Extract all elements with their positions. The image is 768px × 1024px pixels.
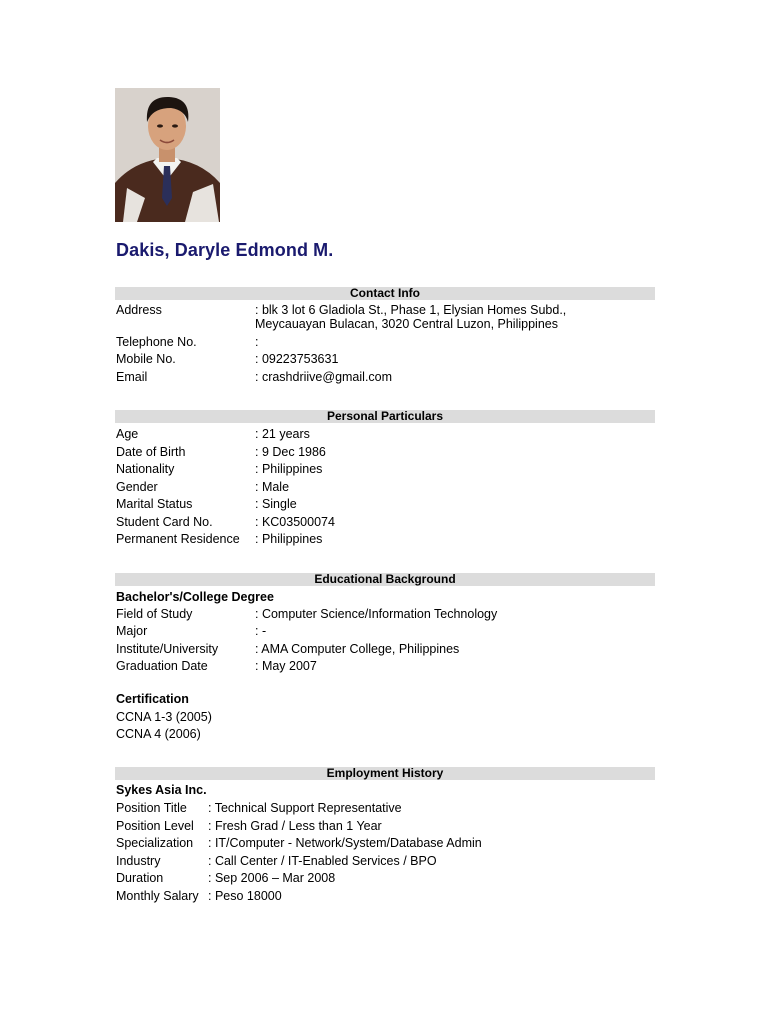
personal-label: Marital Status xyxy=(116,497,193,511)
personal-value: : 21 years xyxy=(255,427,310,441)
address-value-line1: : blk 3 lot 6 Gladiola St., Phase 1, Elysian Homes Subd., xyxy=(255,303,567,317)
telephone-label: Telephone No. xyxy=(116,335,197,349)
personal-label: Nationality xyxy=(116,462,175,476)
personal-value: : 9 Dec 1986 xyxy=(255,445,326,459)
education-value: : Computer Science/Information Technology xyxy=(255,607,498,621)
personal-value: : KC03500074 xyxy=(255,515,335,529)
employment-label: Specialization xyxy=(116,836,194,850)
contact-info-header: Contact Info xyxy=(115,287,655,300)
employment-value: : IT/Computer - Network/System/Database Admin xyxy=(208,836,482,850)
certification-item: CCNA 1-3 (2005) xyxy=(116,710,212,724)
educational-background-header: Educational Background xyxy=(115,573,655,586)
certification-item: CCNA 4 (2006) xyxy=(116,727,201,741)
education-label: Major xyxy=(116,624,148,638)
employment-label: Monthly Salary xyxy=(116,889,199,903)
personal-label: Permanent Residence xyxy=(116,532,240,546)
applicant-name: Dakis, Daryle Edmond M. xyxy=(116,240,334,260)
personal-particulars-header: Personal Particulars xyxy=(115,410,655,423)
personal-value: : Single xyxy=(255,497,297,511)
personal-label: Date of Birth xyxy=(116,445,186,459)
personal-label: Gender xyxy=(116,480,158,494)
address-value-line2: Meycauayan Bulacan, 3020 Central Luzon, Philippines xyxy=(255,317,558,331)
employment-value: : Peso 18000 xyxy=(208,889,282,903)
personal-value: : Philippines xyxy=(255,462,323,476)
mobile-value: : 09223753631 xyxy=(255,352,339,366)
certification-heading: Certification xyxy=(116,692,189,706)
education-value: : AMA Computer College, Philippines xyxy=(255,642,460,656)
email-label: Email xyxy=(116,370,148,384)
company-name: Sykes Asia Inc. xyxy=(116,783,207,797)
employment-label: Position Title xyxy=(116,801,187,815)
profile-photo-image xyxy=(115,88,220,222)
employment-value: : Sep 2006 – Mar 2008 xyxy=(208,871,336,885)
degree-heading: Bachelor's/College Degree xyxy=(116,590,274,604)
employment-value: : Technical Support Representative xyxy=(208,801,402,815)
email-value: : crashdriive@gmail.com xyxy=(255,370,393,384)
employment-label: Duration xyxy=(116,871,164,885)
personal-value: : Philippines xyxy=(255,532,323,546)
education-label: Field of Study xyxy=(116,607,193,621)
employment-label: Industry xyxy=(116,854,161,868)
telephone-value: : xyxy=(255,335,259,349)
personal-value: : Male xyxy=(255,480,290,494)
employment-value: : Call Center / IT-Enabled Services / BPO xyxy=(208,854,437,868)
address-label: Address xyxy=(116,303,162,317)
education-value: : May 2007 xyxy=(255,659,317,673)
education-label: Institute/University xyxy=(116,642,219,656)
personal-label: Age xyxy=(116,427,139,441)
employment-label: Position Level xyxy=(116,819,194,833)
education-label: Graduation Date xyxy=(116,659,208,673)
personal-label: Student Card No. xyxy=(116,515,213,529)
employment-value: : Fresh Grad / Less than 1 Year xyxy=(208,819,382,833)
employment-history-header: Employment History xyxy=(115,767,655,780)
profile-photo xyxy=(115,88,220,222)
education-value: : - xyxy=(255,624,267,638)
mobile-label: Mobile No. xyxy=(116,352,176,366)
